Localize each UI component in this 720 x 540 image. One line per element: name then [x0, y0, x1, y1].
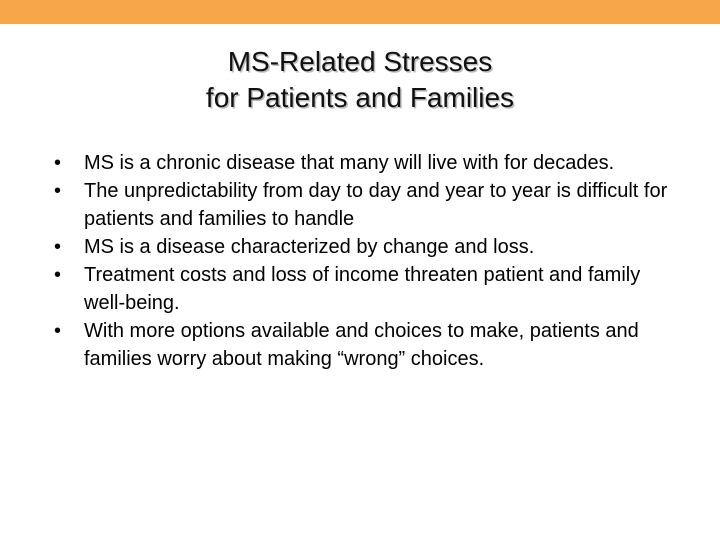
bullet-text-2: The unpredictability from day to day and year to year is difficult for patients and families to handle [84, 180, 668, 230]
bullet-icon: • [54, 236, 62, 258]
bullet-text-5: With more options available and choices to make, patients and families worry about making “wrong” choices. [84, 320, 639, 370]
bullet-list [54, 149, 674, 373]
bullet-item-1 [54, 149, 674, 177]
top-accent-bar [0, 0, 720, 24]
bullet-text-3: MS is a disease characterized by change and loss. [84, 236, 535, 258]
bullet-item-2 [54, 177, 674, 233]
slide-title-line-1: MS-Related Stresses [227, 46, 493, 77]
bullet-text-4: Treatment costs and loss of income threaten patient and family well-being. [84, 264, 641, 314]
bullet-item-5 [54, 317, 674, 373]
bullet-item-4 [54, 261, 674, 317]
slide-title-line-2: for Patients and Families [205, 82, 515, 113]
bullet-icon: • [54, 320, 62, 342]
bullet-text-1: MS is a chronic disease that many will live with for decades. [84, 152, 615, 174]
bullet-icon: • [54, 180, 62, 202]
bullet-item-3 [54, 233, 674, 261]
bullet-icon: • [54, 152, 62, 174]
slide-title [0, 44, 720, 116]
bullet-icon: • [54, 264, 62, 286]
